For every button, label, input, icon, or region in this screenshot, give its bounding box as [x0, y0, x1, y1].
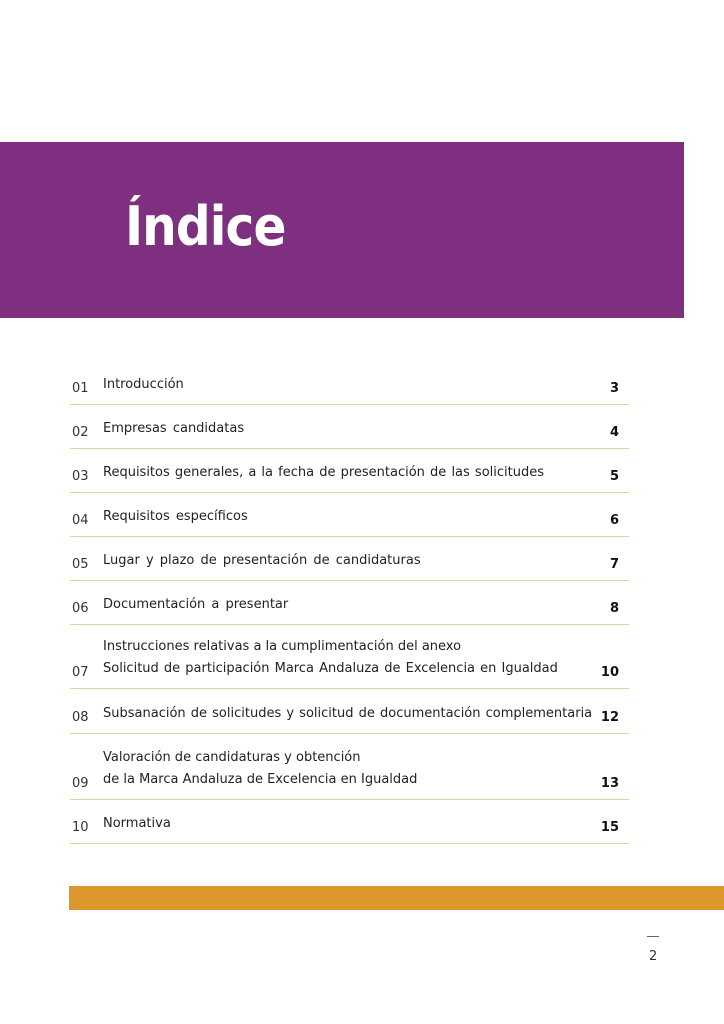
page-number-dash	[647, 936, 659, 937]
toc-entry-number: 05	[72, 557, 89, 572]
toc-entry-number: 02	[72, 425, 89, 440]
toc-entry-page: 12	[600, 710, 619, 725]
toc-entry-04[interactable]	[70, 510, 629, 537]
toc-entry-number: 09	[72, 776, 89, 791]
footer-accent-bar	[69, 886, 724, 910]
title-banner	[0, 142, 684, 318]
toc-entry-number: 06	[72, 601, 89, 616]
toc-entry-title: Requisitos específicos	[103, 509, 248, 524]
page-number: 2	[649, 949, 658, 964]
toc-entry-page: 15	[600, 820, 619, 835]
toc-entry-title-line-2: de la Marca Andaluza de Excelencia en Igualdad	[103, 772, 418, 787]
toc-entry-title-line-1: Valoración de candidaturas y obtención	[103, 750, 361, 765]
toc-entry-08[interactable]	[70, 707, 629, 734]
toc-entry-title: Documentación a presentar	[103, 597, 289, 612]
toc-entry-page: 6	[609, 513, 619, 528]
toc-entry-title-line-1: Instrucciones relativas a la cumplimentación del anexo	[103, 639, 462, 654]
toc-entry-06[interactable]	[70, 598, 629, 625]
toc-entry-title: Normativa	[103, 816, 171, 831]
toc-entry-page: 8	[609, 601, 619, 616]
toc-entry-number: 01	[72, 381, 89, 396]
toc-entry-title-line-2: Solicitud de participación Marca Andaluza de Excelencia en Igualdad	[103, 661, 558, 676]
toc-entry-number: 04	[72, 513, 89, 528]
toc-entry-05[interactable]	[70, 554, 629, 581]
toc-entry-title: Lugar y plazo de presentación de candidaturas	[103, 553, 421, 568]
page-title: Índice	[125, 195, 286, 258]
toc-entry-page: 5	[609, 469, 619, 484]
toc-entry-title: Introducción	[103, 377, 184, 392]
toc-entry-number: 08	[72, 710, 89, 725]
toc-entry-page: 3	[609, 381, 619, 396]
toc-entry-03[interactable]	[70, 466, 629, 493]
toc-entry-page: 10	[600, 665, 619, 680]
toc-entry-number: 07	[72, 665, 89, 680]
toc-entry-page: 7	[609, 557, 619, 572]
toc-entry-page: 13	[600, 776, 619, 791]
toc-entry-09[interactable]	[70, 750, 629, 800]
toc-entry-07[interactable]	[70, 639, 629, 689]
toc-entry-number: 03	[72, 469, 89, 484]
toc-entry-page: 4	[609, 425, 619, 440]
toc-entry-title: Requisitos generales, a la fecha de presentación de las solicitudes	[103, 465, 544, 480]
toc-entry-02[interactable]	[70, 422, 629, 449]
toc-entry-01[interactable]	[70, 378, 629, 405]
toc-entry-10[interactable]	[70, 817, 629, 844]
toc-entry-title: Empresas candidatas	[103, 421, 245, 436]
toc-entry-number: 10	[72, 820, 89, 835]
toc-entry-title: Subsanación de solicitudes y solicitud de documentación complementaria	[103, 706, 593, 721]
